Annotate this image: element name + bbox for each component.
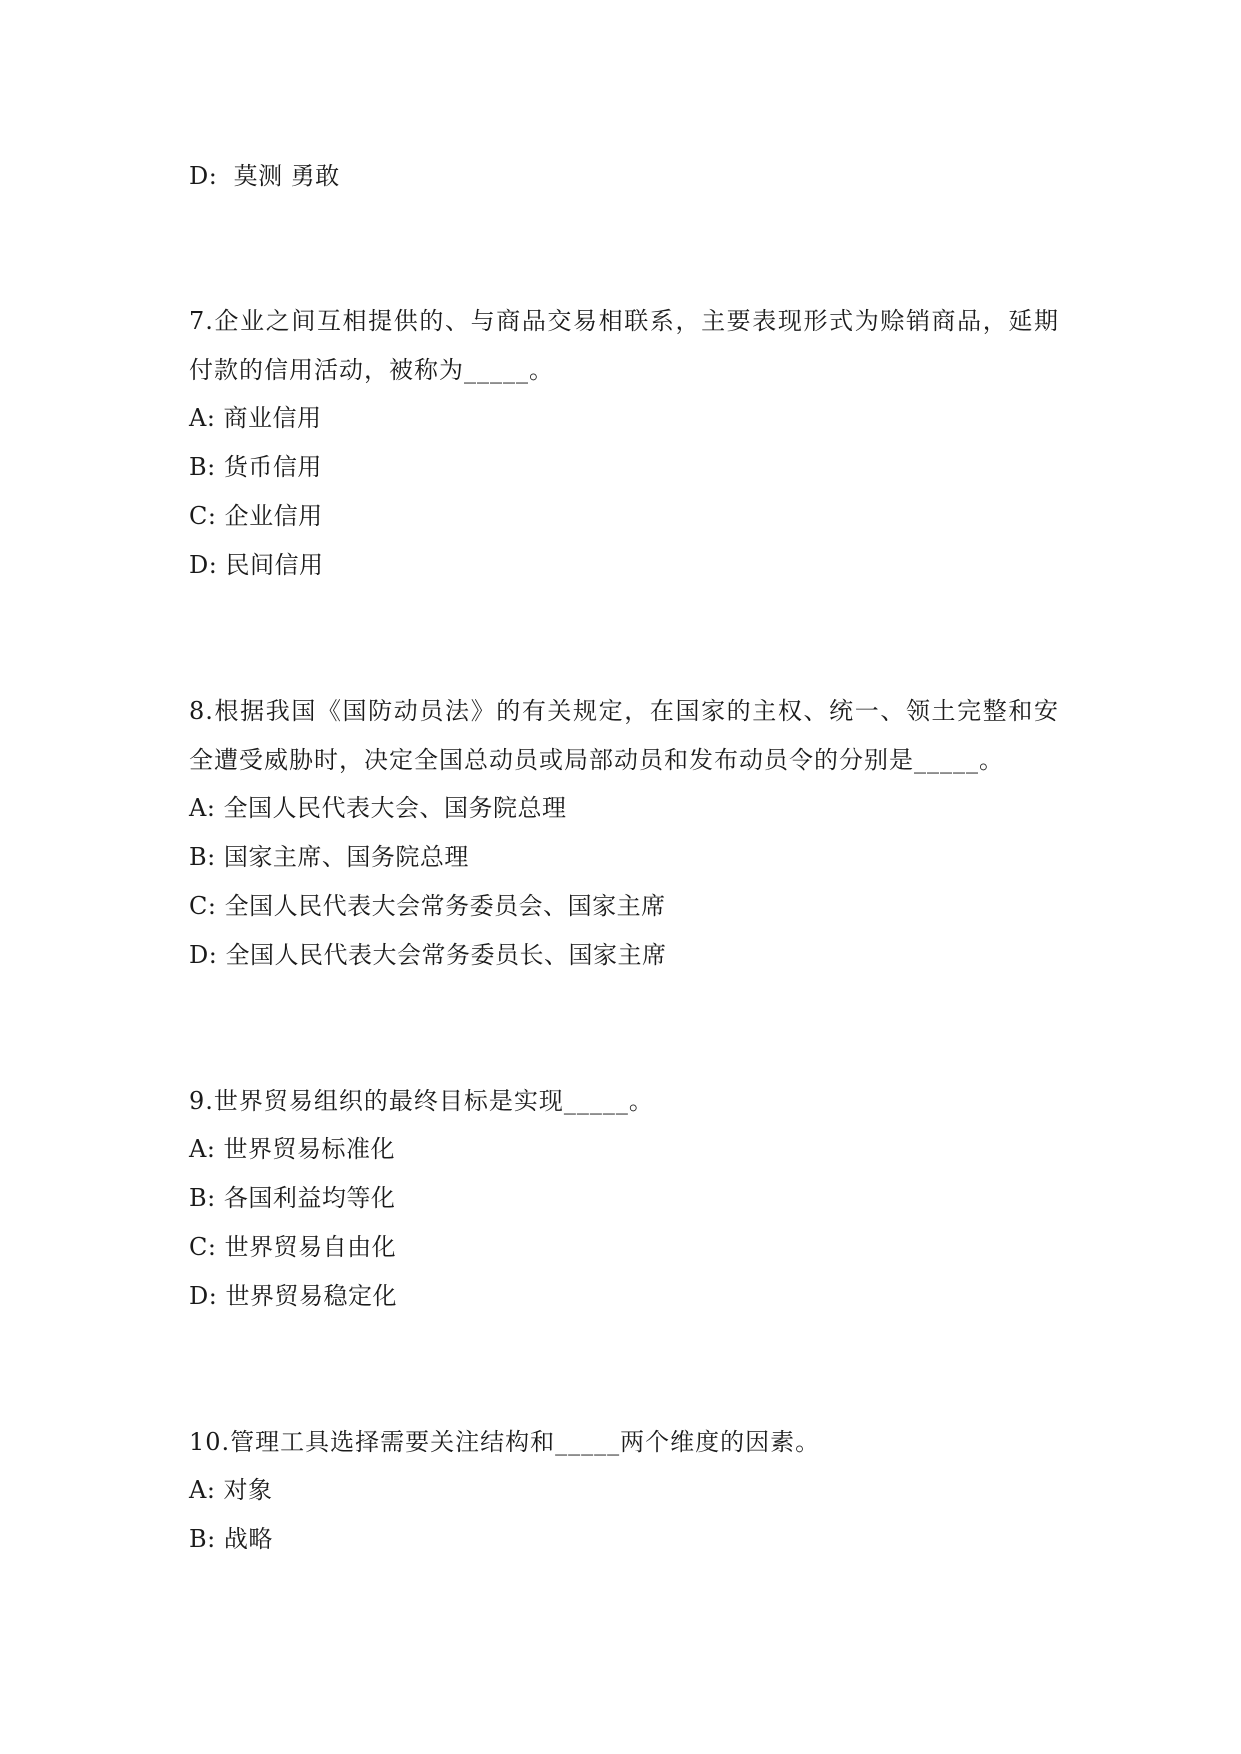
question-9-option-c: C: 世界贸易自由化 — [189, 1233, 397, 1261]
prev-question-option-d: D: 莫测 勇敢 — [189, 162, 340, 190]
question-10-text: 10.管理工具选择需要关注结构和_____两个维度的因素。 — [189, 1428, 821, 1456]
question-8-option-a: A: 全国人民代表大会、国务院总理 — [189, 794, 567, 822]
question-9-option-a: A: 世界贸易标准化 — [189, 1135, 396, 1163]
question-8-text: 8.根据我国《国防动员法》的有关规定，在国家的主权、统一、领土完整和安全遭受威胁时，决定全国总动员或局部动员和发布动员令的分别是_____。 — [189, 697, 1059, 774]
question-9-option-b: B: 各国利益均等化 — [189, 1184, 396, 1212]
question-7-option-c: C: 企业信用 — [189, 502, 323, 530]
question-8-option-b: B: 国家主席、国务院总理 — [189, 843, 469, 871]
question-10-option-a: A: 对象 — [189, 1476, 273, 1504]
question-10-option-b: B: 战略 — [189, 1525, 273, 1553]
question-7-option-a: A: 商业信用 — [189, 404, 322, 432]
question-9-text: 9.世界贸易组织的最终目标是实现_____。 — [189, 1087, 654, 1115]
question-7-option-b: B: 货币信用 — [189, 453, 322, 481]
question-7-text: 7.企业之间互相提供的、与商品交易相联系，主要表现形式为赊销商品，延期付款的信用活动，被称为_____。 — [189, 307, 1059, 384]
question-8-option-c: C: 全国人民代表大会常务委员会、国家主席 — [189, 892, 666, 920]
question-8-option-d: D: 全国人民代表大会常务委员长、国家主席 — [189, 941, 667, 969]
question-7-option-d: D: 民间信用 — [189, 551, 324, 579]
question-9-option-d: D: 世界贸易稳定化 — [189, 1282, 397, 1310]
